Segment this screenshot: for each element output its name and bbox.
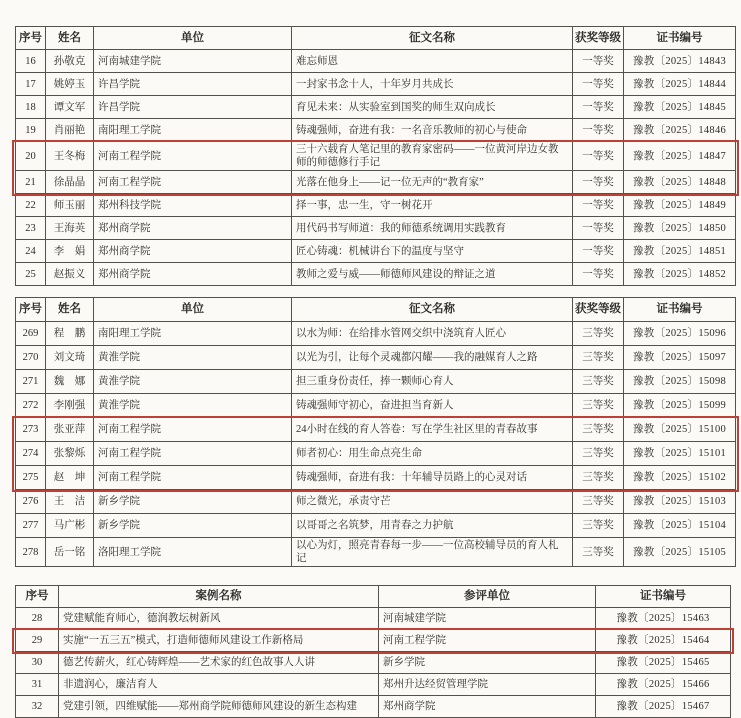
cell-title: 教师之爱与威——师德师风建设的辩证之道 [292, 263, 573, 286]
cell-award: 三等奖 [573, 466, 624, 490]
cell-title: 师之微光，承责守芒 [292, 490, 573, 514]
case-awards-table-section [15, 585, 734, 712]
cell-cert: 豫教〔2025〕15099 [624, 394, 736, 418]
cell-award: 一等奖 [573, 171, 624, 194]
cell-unit: 南阳理工学院 [94, 119, 292, 142]
cell-no: 269 [16, 322, 46, 346]
cell-unit: 新乡学院 [379, 652, 596, 674]
table-row [16, 194, 736, 217]
column-header: 单位 [94, 27, 292, 50]
cell-award: 三等奖 [573, 370, 624, 394]
cell-no: 21 [16, 171, 46, 194]
cell-title: 铸魂强师守初心，奋进担当育新人 [292, 394, 573, 418]
third-prize-essay-table [15, 297, 736, 567]
cell-no: 23 [16, 217, 46, 240]
cell-cert: 豫教〔2025〕15101 [624, 442, 736, 466]
table-row [16, 652, 731, 674]
case-awards-table [15, 585, 731, 718]
cell-unit: 河南城建学院 [94, 50, 292, 73]
column-header: 姓名 [46, 27, 94, 50]
table-row [16, 538, 736, 567]
first-prize-table-section [15, 26, 739, 278]
cell-unit: 郑州科技学院 [94, 194, 292, 217]
cell-cert: 豫教〔2025〕14844 [624, 73, 736, 96]
cell-name: 王冬梅 [46, 142, 94, 171]
cell-award: 一等奖 [573, 240, 624, 263]
cell-name: 王海英 [46, 217, 94, 240]
cell-name: 魏 娜 [46, 370, 94, 394]
cell-cert: 豫教〔2025〕14851 [624, 240, 736, 263]
cell-name: 姚婷玉 [46, 73, 94, 96]
column-header: 序号 [16, 27, 46, 50]
table-row [16, 96, 736, 119]
header-row [16, 298, 736, 322]
cell-no: 30 [16, 652, 59, 674]
cell-unit: 郑州商学院 [94, 217, 292, 240]
column-header: 参评单位 [379, 586, 596, 608]
table-row [16, 322, 736, 346]
table-row [16, 442, 736, 466]
cell-no: 31 [16, 674, 59, 696]
cell-unit: 许昌学院 [94, 96, 292, 119]
cell-title: 以光为引，让每个灵魂都闪耀——我的融媒育人之路 [292, 346, 573, 370]
cell-cert: 豫教〔2025〕15097 [624, 346, 736, 370]
cell-cert: 豫教〔2025〕14843 [624, 50, 736, 73]
cell-award: 三等奖 [573, 394, 624, 418]
cell-award: 三等奖 [573, 322, 624, 346]
cell-cert: 豫教〔2025〕15467 [596, 696, 731, 718]
table-row [16, 394, 736, 418]
table-row [16, 50, 736, 73]
cell-no: 275 [16, 466, 46, 490]
cell-name: 徐晶晶 [46, 171, 94, 194]
cell-title: 非遗润心，廉洁育人 [59, 674, 379, 696]
cell-title: 以哥哥之名筑梦，用青春之力护航 [292, 514, 573, 538]
cell-no: 32 [16, 696, 59, 718]
column-header: 序号 [16, 298, 46, 322]
cell-no: 22 [16, 194, 46, 217]
cell-title: 24小时在线的育人答卷：写在学生社区里的青春故事 [292, 418, 573, 442]
cell-title: 师者初心：用生命点亮生命 [292, 442, 573, 466]
cell-unit: 郑州商学院 [94, 263, 292, 286]
cell-title: 实施“一五三五”模式，打造师德师风建设工作新格局 [59, 630, 379, 652]
cell-no: 18 [16, 96, 46, 119]
cell-award: 三等奖 [573, 418, 624, 442]
cell-unit: 河南工程学院 [94, 171, 292, 194]
cell-title: 德艺传薪火，红心铸辉煌——艺术家的红色故事人人讲 [59, 652, 379, 674]
cell-cert: 豫教〔2025〕15103 [624, 490, 736, 514]
third-prize-table-section [15, 297, 739, 564]
cell-unit: 河南工程学院 [94, 466, 292, 490]
cell-award: 一等奖 [573, 263, 624, 286]
table-row [16, 696, 731, 718]
cell-unit: 郑州商学院 [379, 696, 596, 718]
cell-name: 张黎烁 [46, 442, 94, 466]
cell-title: 一封家书念十人，十年岁月共成长 [292, 73, 573, 96]
cell-award: 一等奖 [573, 217, 624, 240]
cell-no: 273 [16, 418, 46, 442]
cell-name: 李刚强 [46, 394, 94, 418]
cell-name: 程 鹏 [46, 322, 94, 346]
column-header: 姓名 [46, 298, 94, 322]
cell-title: 党建引领，四维赋能——郑州商学院师德师风建设的新生态构建 [59, 696, 379, 718]
cell-award: 三等奖 [573, 346, 624, 370]
cell-name: 肖丽艳 [46, 119, 94, 142]
column-header: 证书编号 [624, 27, 736, 50]
cell-no: 277 [16, 514, 46, 538]
cell-no: 270 [16, 346, 46, 370]
table-row [16, 514, 736, 538]
column-header: 获奖等级 [573, 27, 624, 50]
column-header: 征文名称 [292, 27, 573, 50]
cell-unit: 许昌学院 [94, 73, 292, 96]
cell-name: 王 洁 [46, 490, 94, 514]
cell-award: 三等奖 [573, 490, 624, 514]
cell-name: 谭文军 [46, 96, 94, 119]
cell-cert: 豫教〔2025〕15102 [624, 466, 736, 490]
table-row [16, 418, 736, 442]
cell-no: 24 [16, 240, 46, 263]
cell-unit: 新乡学院 [94, 490, 292, 514]
column-header: 序号 [16, 586, 59, 608]
cell-cert: 豫教〔2025〕15096 [624, 322, 736, 346]
cell-award: 一等奖 [573, 96, 624, 119]
cell-no: 271 [16, 370, 46, 394]
cell-award: 三等奖 [573, 538, 624, 567]
cell-cert: 豫教〔2025〕14847 [624, 142, 736, 171]
column-header: 案例名称 [59, 586, 379, 608]
cell-no: 28 [16, 608, 59, 630]
cell-title: 三十六载育人笔记里的教育家密码——一位黄河岸边女教师的师德修行手记 [292, 142, 573, 171]
cell-title: 以水为师：在给排水管网交织中浇筑育人匠心 [292, 322, 573, 346]
cell-title: 以心为灯，照亮青春每一步——一位高校辅导员的育人札记 [292, 538, 573, 567]
cell-award: 三等奖 [573, 442, 624, 466]
table-row [16, 73, 736, 96]
cell-cert: 豫教〔2025〕15098 [624, 370, 736, 394]
table-row [16, 119, 736, 142]
cell-name: 赵振义 [46, 263, 94, 286]
cell-award: 三等奖 [573, 514, 624, 538]
cell-title: 匠心铸魂：机械讲台下的温度与坚守 [292, 240, 573, 263]
cell-cert: 豫教〔2025〕15463 [596, 608, 731, 630]
cell-no: 19 [16, 119, 46, 142]
cell-no: 29 [16, 630, 59, 652]
header-row [16, 586, 731, 608]
cell-no: 272 [16, 394, 46, 418]
cell-title: 用代码书写师道：我的师德系统调用实践教育 [292, 217, 573, 240]
cell-title: 择一事，忠一生，守一树花开 [292, 194, 573, 217]
table-row [16, 263, 736, 286]
cell-name: 孙敬克 [46, 50, 94, 73]
cell-cert: 豫教〔2025〕14850 [624, 217, 736, 240]
column-header: 单位 [94, 298, 292, 322]
cell-cert: 豫教〔2025〕15100 [624, 418, 736, 442]
cell-name: 师玉丽 [46, 194, 94, 217]
cell-title: 担三重身份责任，捧一颗师心育人 [292, 370, 573, 394]
table-row [16, 370, 736, 394]
cell-award: 一等奖 [573, 50, 624, 73]
cell-cert: 豫教〔2025〕14848 [624, 171, 736, 194]
cell-unit: 南阳理工学院 [94, 322, 292, 346]
cell-unit: 河南工程学院 [94, 442, 292, 466]
cell-no: 20 [16, 142, 46, 171]
column-header: 证书编号 [596, 586, 731, 608]
cell-name: 赵 坤 [46, 466, 94, 490]
cell-no: 17 [16, 73, 46, 96]
table-row [16, 346, 736, 370]
table-row [16, 217, 736, 240]
cell-award: 一等奖 [573, 119, 624, 142]
cell-name: 岳一铭 [46, 538, 94, 567]
table-row [16, 171, 736, 194]
cell-cert: 豫教〔2025〕15465 [596, 652, 731, 674]
cell-unit: 郑州升达经贸管理学院 [379, 674, 596, 696]
cell-name: 刘文琦 [46, 346, 94, 370]
cell-no: 25 [16, 263, 46, 286]
table-row [16, 608, 731, 630]
cell-title: 育见未来：从实验室到国奖的师生双向成长 [292, 96, 573, 119]
table-row [16, 142, 736, 171]
cell-unit: 郑州商学院 [94, 240, 292, 263]
column-header: 获奖等级 [573, 298, 624, 322]
table-row [16, 240, 736, 263]
cell-cert: 豫教〔2025〕15464 [596, 630, 731, 652]
cell-no: 274 [16, 442, 46, 466]
cell-unit: 河南工程学院 [379, 630, 596, 652]
cell-unit: 黄淮学院 [94, 346, 292, 370]
cell-cert: 豫教〔2025〕14849 [624, 194, 736, 217]
cell-unit: 河南城建学院 [379, 608, 596, 630]
cell-cert: 豫教〔2025〕15466 [596, 674, 731, 696]
cell-unit: 洛阳理工学院 [94, 538, 292, 567]
cell-cert: 豫教〔2025〕14852 [624, 263, 736, 286]
cell-title: 党建赋能育师心，德润教坛树新风 [59, 608, 379, 630]
table-row [16, 674, 731, 696]
cell-unit: 新乡学院 [94, 514, 292, 538]
cell-name: 李 娟 [46, 240, 94, 263]
cell-unit: 河南工程学院 [94, 418, 292, 442]
cell-no: 278 [16, 538, 46, 567]
cell-unit: 河南工程学院 [94, 142, 292, 171]
column-header: 征文名称 [292, 298, 573, 322]
table-row [16, 490, 736, 514]
cell-cert: 豫教〔2025〕14845 [624, 96, 736, 119]
cell-title: 光落在他身上——记一位无声的“教育家” [292, 171, 573, 194]
header-row [16, 27, 736, 50]
cell-cert: 豫教〔2025〕15105 [624, 538, 736, 567]
cell-unit: 黄淮学院 [94, 394, 292, 418]
cell-title: 铸魂强师，奋进有我：十年辅导员路上的心灵对话 [292, 466, 573, 490]
cell-award: 一等奖 [573, 73, 624, 96]
cell-unit: 黄淮学院 [94, 370, 292, 394]
cell-name: 马广彬 [46, 514, 94, 538]
cell-cert: 豫教〔2025〕15104 [624, 514, 736, 538]
cell-title: 铸魂强师，奋进有我：一名音乐教师的初心与使命 [292, 119, 573, 142]
cell-name: 张亚萍 [46, 418, 94, 442]
column-header: 证书编号 [624, 298, 736, 322]
cell-no: 16 [16, 50, 46, 73]
cell-cert: 豫教〔2025〕14846 [624, 119, 736, 142]
cell-no: 276 [16, 490, 46, 514]
cell-award: 一等奖 [573, 194, 624, 217]
first-prize-essay-table [15, 26, 736, 286]
cell-title: 难忘师恩 [292, 50, 573, 73]
table-row [16, 630, 731, 652]
table-row [16, 466, 736, 490]
cell-award: 一等奖 [573, 142, 624, 171]
